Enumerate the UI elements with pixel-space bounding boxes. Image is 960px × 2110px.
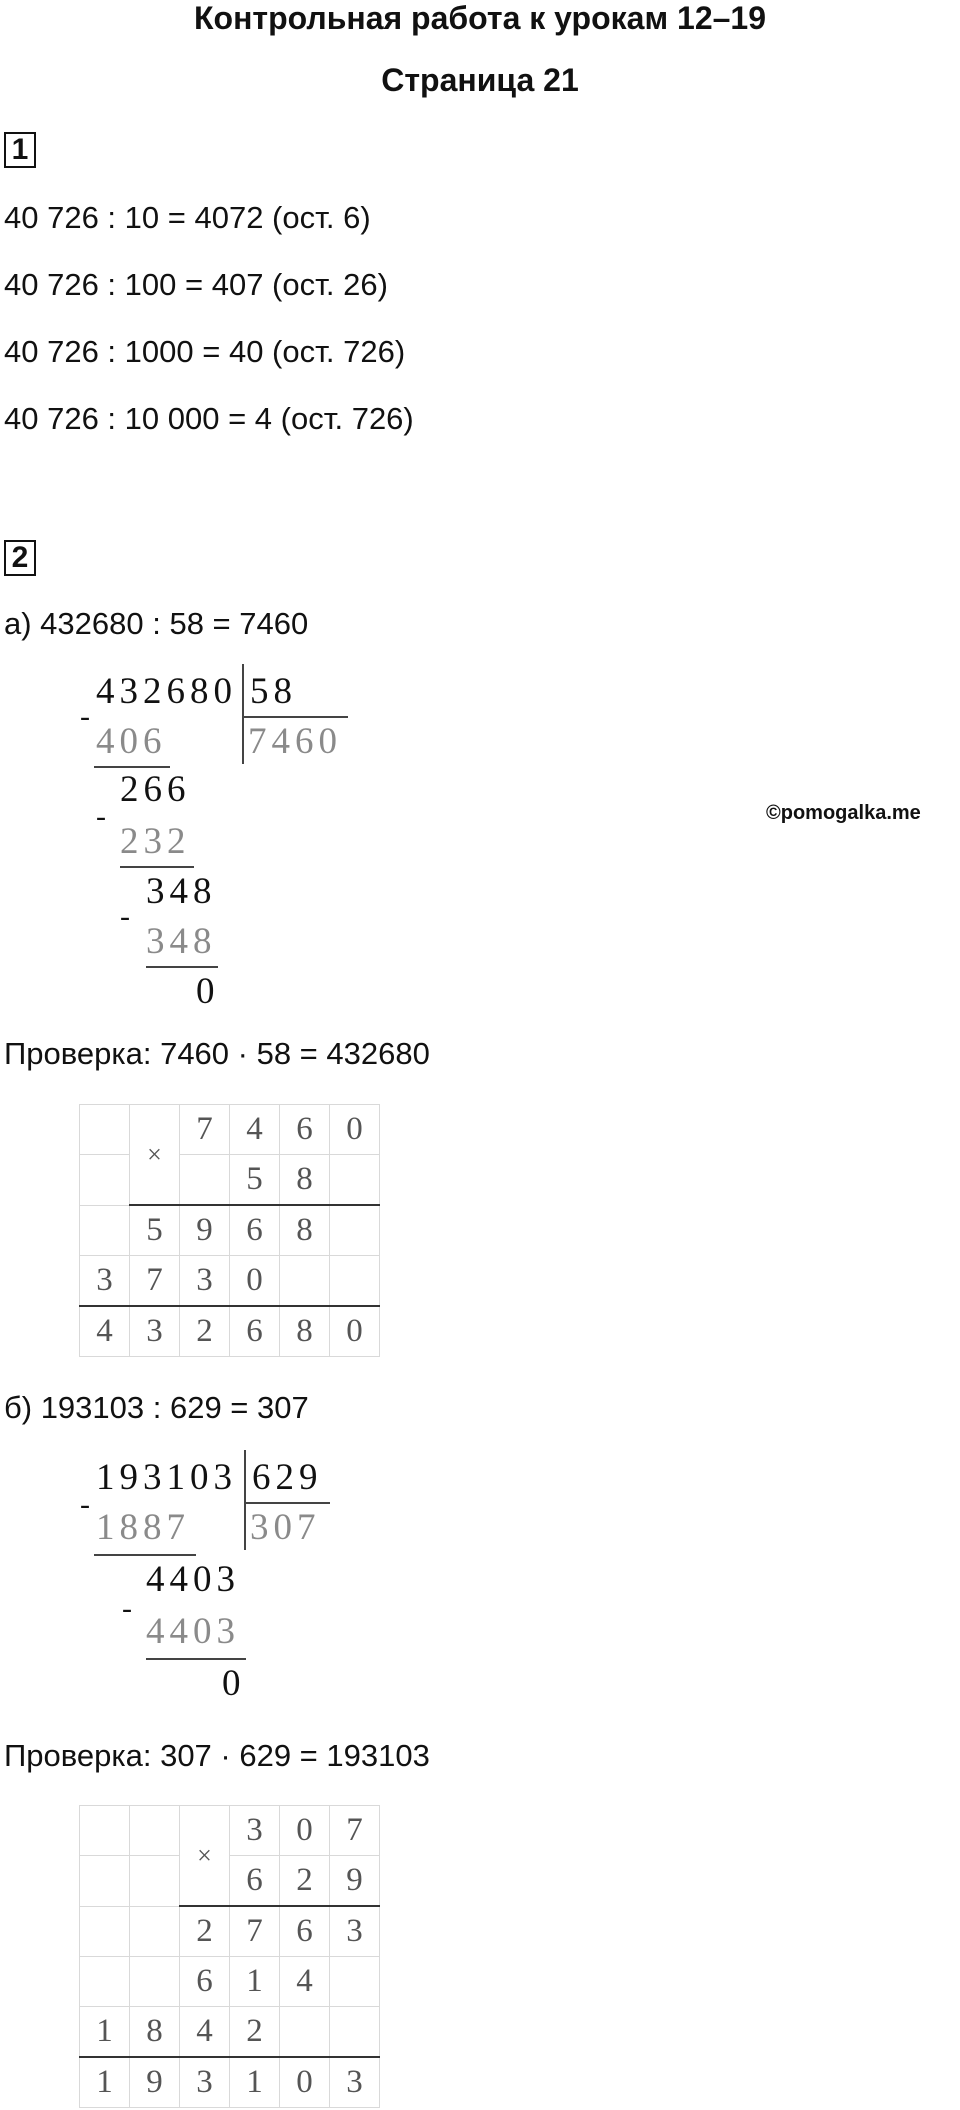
grid-cell: 3 xyxy=(330,1906,380,1957)
division-bar xyxy=(244,1450,246,1550)
grid-cell: 8 xyxy=(280,1205,330,1256)
task-2a-equation: а) 432680 : 58 = 7460 xyxy=(4,606,309,641)
grid-cell: 4 xyxy=(280,1957,330,2007)
grid-cell: 9 xyxy=(180,1205,230,1256)
grid-cell: 3 xyxy=(330,2057,380,2108)
divisor: 629 xyxy=(252,1457,323,1498)
multiplication-grid-a xyxy=(79,1104,380,1357)
subtraction-rule xyxy=(94,766,170,768)
subtrahend: 4403 xyxy=(146,1611,240,1652)
minus-sign: - xyxy=(80,700,90,733)
grid-cell: 9 xyxy=(330,1856,380,1907)
grid-cell xyxy=(80,1205,130,1256)
grid-cell: 7 xyxy=(230,1906,280,1957)
multiply-sign: × xyxy=(130,1105,180,1206)
grid-cell: 7 xyxy=(180,1105,230,1155)
subtrahend: 1887 xyxy=(96,1507,190,1548)
grid-cell xyxy=(280,2007,330,2058)
division-bar xyxy=(242,664,244,764)
dividend: 193103 xyxy=(96,1457,237,1498)
grid-cell: 3 xyxy=(130,1306,180,1357)
grid-cell: 6 xyxy=(230,1856,280,1907)
grid-cell xyxy=(80,1155,130,1206)
grid-cell xyxy=(130,1957,180,2007)
minus-sign: - xyxy=(96,800,106,833)
grid-cell xyxy=(330,1155,380,1206)
task-1-line-3: 40 726 : 1000 = 40 (ост. 726) xyxy=(4,334,406,369)
grid-cell xyxy=(80,1806,130,1856)
minus-sign: - xyxy=(80,1488,90,1521)
subtraction-rule xyxy=(146,1658,246,1660)
grid-cell: 6 xyxy=(230,1205,280,1256)
grid-cell: 5 xyxy=(130,1205,180,1256)
grid-cell: 0 xyxy=(330,1105,380,1155)
grid-cell xyxy=(180,1155,230,1206)
grid-cell xyxy=(280,1256,330,1307)
grid-cell: 1 xyxy=(230,1957,280,2007)
grid-cell: 7 xyxy=(330,1806,380,1856)
remainder: 4403 xyxy=(146,1559,240,1600)
grid-cell: 3 xyxy=(180,2057,230,2108)
grid-cell: 2 xyxy=(230,2007,280,2058)
grid-cell: 3 xyxy=(230,1806,280,1856)
grid-cell: 0 xyxy=(280,1806,330,1856)
grid-cell xyxy=(330,1957,380,2007)
grid-cell: 5 xyxy=(230,1155,280,1206)
multiply-sign: × xyxy=(180,1806,230,1907)
grid-cell: 0 xyxy=(330,1306,380,1357)
page-title: Контрольная работа к урокам 12–19 xyxy=(193,0,766,36)
final-remainder: 0 xyxy=(222,1663,246,1704)
task-2b-check: Проверка: 307 · 629 = 193103 xyxy=(4,1738,430,1773)
grid-cell: 4 xyxy=(180,2007,230,2058)
subtrahend: 348 xyxy=(146,921,217,962)
grid-cell: 7 xyxy=(130,1256,180,1307)
grid-cell: 3 xyxy=(80,1256,130,1307)
quotient: 307 xyxy=(250,1507,321,1548)
grid-cell: 1 xyxy=(80,2057,130,2108)
grid-cell xyxy=(330,1256,380,1307)
subtraction-rule xyxy=(146,966,218,968)
grid-cell xyxy=(330,1205,380,1256)
minus-sign: - xyxy=(122,1592,132,1625)
subtraction-rule xyxy=(120,866,194,868)
grid-cell: 1 xyxy=(230,2057,280,2108)
task-1-line-1: 40 726 : 10 = 4072 (ост. 6) xyxy=(4,200,371,235)
task-2b-equation: б) 193103 : 629 = 307 xyxy=(4,1390,309,1425)
multiplication-grid-b xyxy=(79,1805,380,2108)
grid-cell: 9 xyxy=(130,2057,180,2108)
task-1-line-4: 40 726 : 10 000 = 4 (ост. 726) xyxy=(4,401,414,436)
grid-cell: 0 xyxy=(230,1256,280,1307)
grid-cell: 1 xyxy=(80,2007,130,2058)
task-1-number: 1 xyxy=(4,132,36,168)
grid-cell: 8 xyxy=(280,1155,330,1206)
quotient: 7460 xyxy=(248,721,342,762)
grid-cell xyxy=(80,1957,130,2007)
grid-cell: 0 xyxy=(280,2057,330,2108)
grid-cell: 4 xyxy=(80,1306,130,1357)
task-1-line-2: 40 726 : 100 = 407 (ост. 26) xyxy=(4,267,388,302)
grid-cell: 8 xyxy=(130,2007,180,2058)
minus-sign: - xyxy=(120,900,130,933)
grid-cell: 2 xyxy=(180,1306,230,1357)
subtrahend: 406 xyxy=(96,721,167,762)
grid-cell: 6 xyxy=(230,1306,280,1357)
grid-cell xyxy=(80,1105,130,1155)
divisor: 58 xyxy=(250,671,297,712)
quotient-rule xyxy=(244,716,348,718)
grid-cell xyxy=(130,1856,180,1907)
dividend: 432680 xyxy=(96,671,237,712)
grid-cell xyxy=(130,1906,180,1957)
grid-cell: 2 xyxy=(280,1856,330,1907)
grid-cell: 6 xyxy=(280,1906,330,1957)
grid-cell: 6 xyxy=(280,1105,330,1155)
grid-cell: 2 xyxy=(180,1906,230,1957)
grid-cell: 6 xyxy=(180,1957,230,2007)
grid-cell xyxy=(130,1806,180,1856)
page-subtitle: Страница 21 xyxy=(381,62,579,98)
grid-cell xyxy=(80,1856,130,1907)
task-2a-check: Проверка: 7460 · 58 = 432680 xyxy=(4,1036,430,1071)
watermark: ©pomogalka.me xyxy=(766,802,921,824)
remainder: 348 xyxy=(146,871,217,912)
grid-cell xyxy=(330,2007,380,2058)
grid-cell: 3 xyxy=(180,1256,230,1307)
subtraction-rule xyxy=(94,1554,196,1556)
grid-cell xyxy=(80,1906,130,1957)
subtrahend: 232 xyxy=(120,821,191,862)
task-2-number: 2 xyxy=(4,540,36,576)
remainder: 266 xyxy=(120,769,191,810)
quotient-rule xyxy=(246,1502,330,1504)
grid-cell: 4 xyxy=(230,1105,280,1155)
final-remainder: 0 xyxy=(196,971,220,1012)
grid-cell: 8 xyxy=(280,1306,330,1357)
